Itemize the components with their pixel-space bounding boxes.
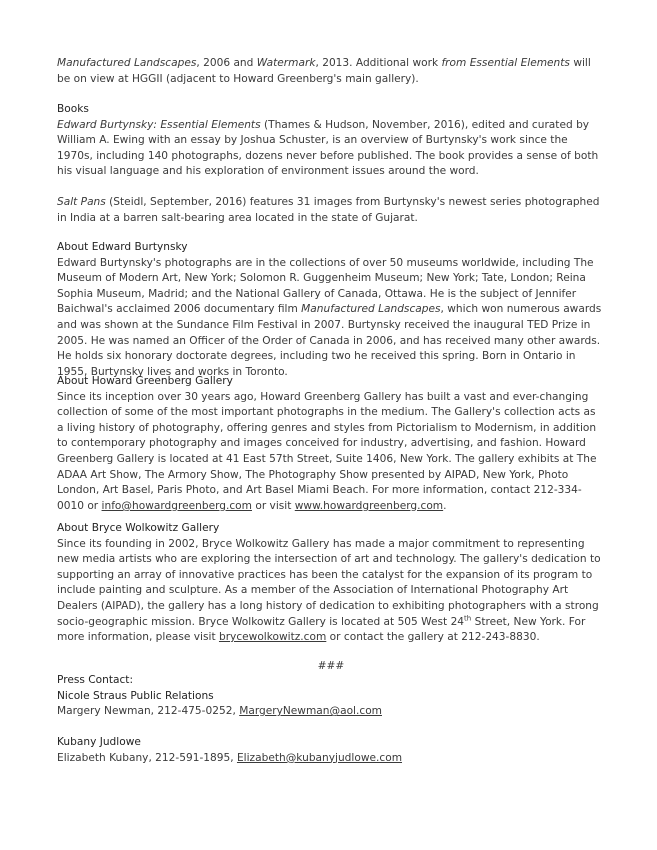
press-contact-2-section — [57, 735, 605, 766]
book-title: Edward Burtynsky: Essential Elements — [57, 118, 261, 131]
greenberg-email-link[interactable]: info@howardgreenberg.com — [101, 499, 252, 512]
books-section — [57, 102, 605, 180]
press-contact-2 — [57, 751, 605, 767]
end-mark: ### — [317, 660, 345, 672]
margery-email-link[interactable]: MargeryNewman@aol.com — [239, 705, 382, 718]
contact-text: Elizabeth Kubany, 212-591-1895, — [57, 751, 237, 764]
books-paragraph-2 — [57, 195, 605, 226]
intro-text — [57, 56, 605, 87]
gallery-text: Street, New York. For more information, please visit — [57, 615, 586, 644]
about-burtynsky-heading: About Edward Burtynsky — [57, 241, 188, 253]
intro-text-span: will be on view at HGGII (adjacent to Howard Greenberg's main gallery). — [57, 57, 591, 85]
gallery-text: Since its founding in 2002, Bryce Wolkowitz Gallery has made a major commitment to representing new media artists who are exploring the intersection of art and technology. The gallery's dedication to supporting an array of innovative practices has been the catalyst for the expansion of its program to include painting and sculpture. As a member of the Association of International Photography Art Dealers (AIPAD), the gallery has a long history of dedication to exhibiting photographers with a strong socio-geographic mission. Bryce Wolkowitz Gallery is located at 505 West 24 — [57, 537, 601, 628]
book-description: (Steidl, September, 2016) features 31 images from Burtynsky's newest series photographed in India at a barren salt-bearing area located in the state of Gujarat. — [57, 196, 600, 224]
gallery-text: or contact the gallery at 212-243-8830. — [326, 631, 540, 644]
ordinal-suffix: th — [464, 614, 472, 623]
elizabeth-email-link[interactable]: Elizabeth@kubanyjudlowe.com — [236, 751, 403, 764]
book-description: (Thames & Hudson, November, 2016), edited and curated by William A. Ewing with an essay by Joshua Schuster, is an overview of Burtynsky's work since the 1970s, including 140 photographs, dozens never before published. The book provides a sense of both his visual language and his exploration of environment issues around the word. — [57, 118, 599, 178]
books-paragraph-2-block — [57, 195, 605, 226]
bio-text: Edward Burtynsky's photographs are in the collections of over 50 museums worldwide, including The Museum of Modern Art, New York; Solomon R. Guggenheim Museum; New York; Tate, London; Reina Sophia Museum, Madrid; and the National Gallery of Canada, Ottawa. He is the subject of Jennifer Baichwal's acclaimed 2006 documentary film — [57, 256, 594, 316]
intro-paragraph — [57, 56, 605, 87]
press-agency-2: Kubany Judlowe — [57, 736, 141, 748]
books-heading: Books — [57, 103, 89, 115]
about-wolkowitz-section — [57, 521, 605, 646]
about-burtynsky-text — [57, 256, 605, 381]
about-burtynsky-section — [57, 240, 605, 380]
about-greenberg-text — [57, 390, 605, 515]
intro-text-span: , 2006 and — [196, 57, 257, 69]
intro-text-span: , 2013. Additional work — [315, 57, 442, 69]
greenberg-website-link[interactable]: www.howardgreenberg.com — [294, 499, 444, 512]
bio-text: , which won numerous awards and was shown at the Sundance Film Festival in 2007. Burtynsky received the inaugural TED Prize in 2005. He was named an Officer of the Order of Canada in 2006, and has received many other awards. He holds six honorary doctorate degrees, including two he received this spring. Born in Ontario in 1955, Burtynsky lives and works in Toronto. — [57, 303, 602, 378]
press-contact-label: Press Contact: — [57, 674, 134, 686]
book-title: Salt Pans — [57, 196, 106, 208]
press-contact-section — [57, 673, 605, 720]
film-title: Manufactured Landscapes — [301, 303, 441, 316]
gallery-text: or visit — [251, 499, 295, 512]
gallery-text: Since its inception over 30 years ago, Howard Greenberg Gallery has built a vast and ever-changing collection of some of the most important photographs in the medium. The Gallery's collection acts as a living history of photography, offering genres and styles from Pictorialism to Modernism, in addition to contemporary photography and images conceived for industry, advertising, and fashion. Howard Greenberg Gallery is located at 41 East 57th Street, Suite 1406, New York. The gallery exhibits at The ADAA Art Show, The Armory Show, The Photography Show presented by AIPAD, New York, Photo London, Art Basel, Paris Photo, and Art Basel Miami Beach. For more information, contact 212-334-0010 or — [57, 390, 597, 512]
press-contact-1 — [57, 704, 605, 720]
press-agency: Nicole Straus Public Relations — [57, 689, 214, 702]
intro-title-italic: Watermark — [256, 57, 316, 69]
about-wolkowitz-text — [57, 537, 605, 646]
about-greenberg-section — [57, 374, 605, 514]
wolkowitz-website-link[interactable]: brycewolkowitz.com — [218, 631, 327, 644]
gallery-text: . — [443, 499, 447, 512]
intro-title-italic: from Essential Elements — [441, 57, 570, 69]
contact-text: Margery Newman, 212-475-0252, — [57, 705, 240, 718]
books-paragraph-1 — [57, 118, 605, 180]
about-greenberg-heading: About Howard Greenberg Gallery — [57, 375, 233, 387]
about-wolkowitz-heading: About Bryce Wolkowitz Gallery — [57, 522, 220, 534]
intro-title-italic: Manufactured Landscapes — [57, 57, 197, 69]
